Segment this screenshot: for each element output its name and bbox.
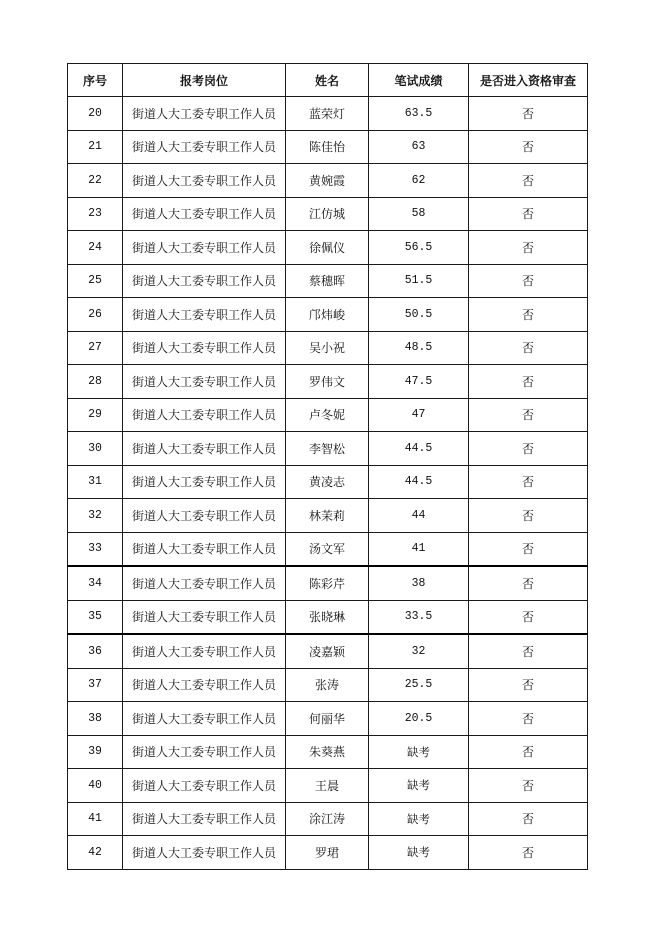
cell-review: 否 [469,365,588,399]
cell-no: 24 [68,231,123,265]
cell-post: 街道人大工委专职工作人员 [123,398,286,432]
cell-review: 否 [469,164,588,198]
cell-name: 黄婉霞 [286,164,369,198]
cell-post: 街道人大工委专职工作人员 [123,264,286,298]
cell-score: 47 [369,398,469,432]
cell-no: 42 [68,836,123,870]
cell-name: 黄凌志 [286,465,369,499]
cell-post: 街道人大工委专职工作人员 [123,735,286,769]
cell-no: 31 [68,465,123,499]
table-row [68,465,588,499]
table-row [68,566,588,600]
table-row [68,398,588,432]
table-row [68,769,588,803]
cell-post: 街道人大工委专职工作人员 [123,532,286,566]
table-row [68,264,588,298]
cell-no: 37 [68,668,123,702]
table-row [68,231,588,265]
cell-post: 街道人大工委专职工作人员 [123,836,286,870]
cell-review: 否 [469,735,588,769]
table-row [68,668,588,702]
cell-review: 否 [469,499,588,533]
cell-post: 街道人大工委专职工作人员 [123,164,286,198]
cell-no: 34 [68,566,123,600]
cell-score: 48.5 [369,331,469,365]
cell-score: 47.5 [369,365,469,399]
cell-review: 否 [469,130,588,164]
cell-score: 41 [369,532,469,566]
cell-name: 王晨 [286,769,369,803]
cell-name: 汤文军 [286,532,369,566]
cell-no: 35 [68,600,123,634]
table-row [68,802,588,836]
cell-review: 否 [469,769,588,803]
cell-name: 江仿城 [286,197,369,231]
table-row [68,634,588,668]
col-header-name: 姓名 [286,64,369,97]
cell-name: 何丽华 [286,702,369,736]
cell-score: 33.5 [369,600,469,634]
cell-no: 39 [68,735,123,769]
cell-post: 街道人大工委专职工作人员 [123,298,286,332]
cell-post: 街道人大工委专职工作人员 [123,365,286,399]
cell-no: 30 [68,432,123,466]
cell-score: 缺考 [369,769,469,803]
cell-review: 否 [469,264,588,298]
cell-review: 否 [469,532,588,566]
cell-post: 街道人大工委专职工作人员 [123,802,286,836]
cell-no: 40 [68,769,123,803]
cell-name: 邝炜峻 [286,298,369,332]
cell-name: 凌嘉颖 [286,634,369,668]
cell-post: 街道人大工委专职工作人员 [123,97,286,131]
cell-post: 街道人大工委专职工作人员 [123,769,286,803]
cell-review: 否 [469,668,588,702]
col-header-score: 笔试成绩 [369,64,469,97]
cell-name: 林茉莉 [286,499,369,533]
cell-review: 否 [469,432,588,466]
results-table [67,63,588,870]
cell-no: 36 [68,634,123,668]
cell-no: 23 [68,197,123,231]
col-header-no: 序号 [68,64,123,97]
cell-name: 涂江涛 [286,802,369,836]
cell-post: 街道人大工委专职工作人员 [123,465,286,499]
cell-name: 罗伟文 [286,365,369,399]
cell-post: 街道人大工委专职工作人员 [123,432,286,466]
cell-name: 卢冬妮 [286,398,369,432]
cell-no: 26 [68,298,123,332]
table-row [68,600,588,634]
table-row [68,532,588,566]
cell-name: 蓝荣灯 [286,97,369,131]
cell-score: 32 [369,634,469,668]
cell-score: 63 [369,130,469,164]
cell-post: 街道人大工委专职工作人员 [123,634,286,668]
cell-review: 否 [469,836,588,870]
table-row [68,97,588,131]
cell-review: 否 [469,398,588,432]
cell-review: 否 [469,331,588,365]
cell-no: 27 [68,331,123,365]
cell-name: 张涛 [286,668,369,702]
cell-name: 吴小祝 [286,331,369,365]
cell-score: 44 [369,499,469,533]
cell-name: 徐佩仪 [286,231,369,265]
cell-name: 蔡穗晖 [286,264,369,298]
cell-review: 否 [469,802,588,836]
cell-no: 28 [68,365,123,399]
cell-review: 否 [469,298,588,332]
cell-review: 否 [469,465,588,499]
cell-review: 否 [469,231,588,265]
cell-post: 街道人大工委专职工作人员 [123,197,286,231]
table-row [68,702,588,736]
cell-post: 街道人大工委专职工作人员 [123,499,286,533]
cell-name: 张晓琳 [286,600,369,634]
table-row [68,197,588,231]
table-row [68,735,588,769]
cell-no: 33 [68,532,123,566]
table-row [68,432,588,466]
cell-name: 朱葵燕 [286,735,369,769]
cell-name: 陈彩芹 [286,566,369,600]
cell-no: 25 [68,264,123,298]
col-header-post: 报考岗位 [123,64,286,97]
cell-post: 街道人大工委专职工作人员 [123,130,286,164]
cell-score: 44.5 [369,432,469,466]
cell-score: 20.5 [369,702,469,736]
cell-post: 街道人大工委专职工作人员 [123,566,286,600]
cell-no: 32 [68,499,123,533]
cell-review: 否 [469,600,588,634]
table-row [68,836,588,870]
cell-review: 否 [469,702,588,736]
table-header-row [68,64,588,97]
table-row [68,130,588,164]
table-row [68,499,588,533]
cell-no: 20 [68,97,123,131]
cell-review: 否 [469,197,588,231]
cell-post: 街道人大工委专职工作人员 [123,331,286,365]
cell-post: 街道人大工委专职工作人员 [123,668,286,702]
table-row [68,298,588,332]
cell-score: 58 [369,197,469,231]
cell-score: 缺考 [369,836,469,870]
cell-name: 陈佳怡 [286,130,369,164]
cell-post: 街道人大工委专职工作人员 [123,231,286,265]
cell-no: 21 [68,130,123,164]
cell-score: 缺考 [369,802,469,836]
cell-no: 41 [68,802,123,836]
cell-score: 62 [369,164,469,198]
cell-post: 街道人大工委专职工作人员 [123,600,286,634]
cell-post: 街道人大工委专职工作人员 [123,702,286,736]
col-header-review: 是否进入资格审查 [469,64,588,97]
cell-no: 29 [68,398,123,432]
cell-name: 李智松 [286,432,369,466]
cell-score: 38 [369,566,469,600]
cell-review: 否 [469,97,588,131]
cell-review: 否 [469,634,588,668]
cell-no: 22 [68,164,123,198]
cell-score: 25.5 [369,668,469,702]
table-body [68,97,588,870]
cell-score: 44.5 [369,465,469,499]
table-row [68,331,588,365]
cell-score: 50.5 [369,298,469,332]
cell-no: 38 [68,702,123,736]
cell-score: 51.5 [369,264,469,298]
cell-score: 缺考 [369,735,469,769]
cell-score: 63.5 [369,97,469,131]
table-row [68,164,588,198]
cell-name: 罗珺 [286,836,369,870]
table-row [68,365,588,399]
cell-review: 否 [469,566,588,600]
cell-score: 56.5 [369,231,469,265]
